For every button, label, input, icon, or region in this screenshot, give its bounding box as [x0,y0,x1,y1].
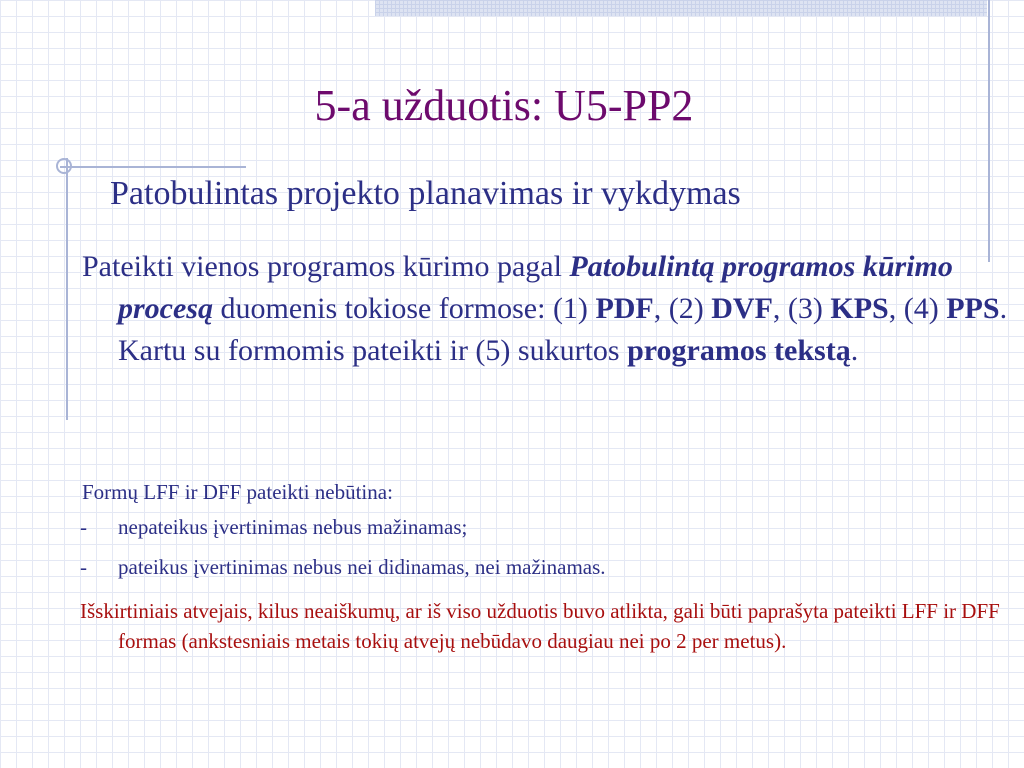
form-kps: KPS [830,292,889,325]
circle-decor-icon [56,158,72,174]
main-text-1: Pateikti vienos programos kūrimo pagal [82,250,570,283]
main-text-11: . Kartu su formomis pateikti ir (5) sukurtos [118,292,1008,367]
slide-title: 5-a užduotis: U5-PP2 [314,81,694,130]
main-text-7: , (3) [772,292,831,325]
exception-warning: Išskirtiniais atvejais, kilus neaiškumų, ar iš viso užduotis buvo atlikta, gali būti paprašyta pateikti LFF ir DFF formas (ankstesniais metais tokių atvejų nebūdavo daugiau nei po 2 per metus). [80,599,1000,653]
form-pdf: PDF [595,292,654,325]
forms-note: Formų LFF ir DFF pateikti nebūtina: [82,480,393,504]
process-emphasis: Patobulintą programos kūrimo procesą [118,250,953,325]
main-text-13: . [850,334,859,367]
list-item [80,554,606,580]
bullet-list [80,514,606,594]
program-text-emphasis: programos tekstą [627,334,851,367]
main-paragraph [82,246,1018,372]
right-decor-line [988,0,990,262]
bullet-text: pateikus įvertinimas nebus nei didinamas, nei mažinamas. [118,555,606,579]
main-text-5: , (2) [653,292,712,325]
main-text-3: duomenis tokiose formose: (1) [212,292,596,325]
main-text-9: , (4) [888,292,947,325]
form-dvf: DVF [711,292,773,325]
slide-subtitle: Patobulintas projekto planavimas ir vykdymas [110,175,741,212]
list-item [80,514,606,540]
bullet-text: nepateikus įvertinimas nebus mažinamas; [118,515,468,539]
dash-bullet-icon: - [80,515,87,539]
dash-bullet-icon: - [80,555,87,579]
left-decor-line [66,158,68,420]
form-pps: PPS [946,292,1000,325]
title-underline-decor [60,166,246,168]
top-decor-band [375,0,987,16]
